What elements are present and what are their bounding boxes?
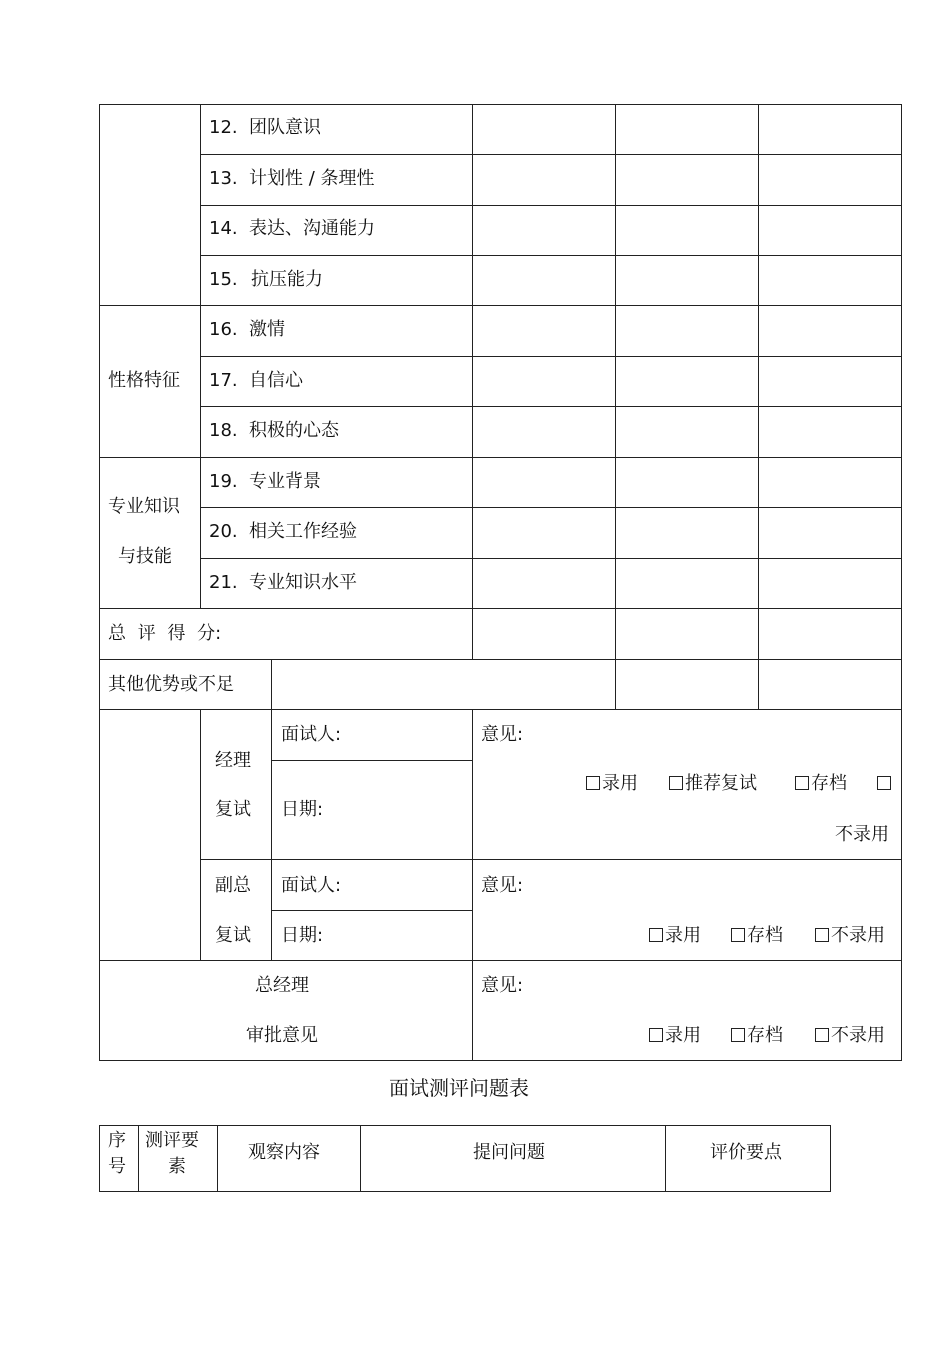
item-row — [209, 420, 339, 442]
header-serial: 序 — [108, 1130, 126, 1151]
manager-option-hire[interactable] — [586, 773, 638, 795]
question-table-title: 面试测评问题表 — [389, 1076, 529, 1100]
item-number: 14. — [209, 218, 238, 239]
checkbox-icon[interactable] — [649, 928, 663, 942]
item-row — [209, 319, 285, 341]
item-label: 相关工作经验 — [249, 521, 357, 542]
item-label: 抗压能力 — [251, 269, 323, 290]
vp-date-label: 日期: — [281, 925, 324, 946]
col-divider — [217, 1125, 218, 1192]
header-serial-2: 号 — [108, 1156, 126, 1177]
checkbox-icon[interactable] — [815, 1028, 829, 1042]
option-label: 录用 — [665, 1025, 701, 1046]
item-label: 自信心 — [249, 370, 303, 391]
option-label: 存档 — [747, 925, 783, 946]
row-divider — [200, 154, 902, 155]
manager-option-archive[interactable] — [795, 773, 847, 795]
item-label: 专业背景 — [249, 471, 321, 492]
gm-option-reject[interactable] — [815, 1025, 885, 1047]
manager-review-label: 经理 — [215, 750, 251, 771]
header-element-2: 素 — [168, 1156, 186, 1177]
row-divider — [200, 859, 902, 860]
table-border-top — [99, 1125, 831, 1126]
col-divider — [472, 104, 473, 660]
col-divider — [271, 659, 272, 710]
option-label: 录用 — [602, 773, 638, 794]
item-row — [209, 471, 321, 493]
group-label-professional: 专业知识 — [108, 496, 180, 517]
row-divider — [200, 558, 902, 559]
manager-option-reject-checkbox[interactable] — [877, 773, 893, 795]
vp-interviewer-label: 面试人: — [281, 875, 342, 896]
option-label: 录用 — [665, 925, 701, 946]
item-label: 积极的心态 — [249, 420, 339, 441]
item-label: 激情 — [249, 319, 285, 340]
checkbox-icon[interactable] — [795, 776, 809, 790]
group-divider — [99, 305, 902, 306]
item-number: 13. — [209, 168, 238, 189]
manager-interviewer-label: 面试人: — [281, 724, 342, 745]
group-divider — [99, 659, 902, 660]
item-row — [209, 218, 375, 240]
checkbox-icon[interactable] — [877, 776, 891, 790]
table-border-bottom — [99, 1191, 831, 1192]
group-divider — [99, 608, 902, 609]
item-label: 团队意识 — [249, 117, 321, 138]
col-divider — [665, 1125, 666, 1192]
vp-review-label-2: 复试 — [215, 925, 251, 946]
gm-approval-label-2: 审批意见 — [246, 1025, 318, 1046]
item-label: 表达、沟通能力 — [249, 218, 375, 239]
checkbox-icon[interactable] — [731, 1028, 745, 1042]
gm-option-archive[interactable] — [731, 1025, 783, 1047]
vp-review-label: 副总 — [215, 875, 251, 896]
option-label: 存档 — [811, 773, 847, 794]
item-row — [209, 117, 321, 139]
checkbox-icon[interactable] — [815, 928, 829, 942]
checkbox-icon[interactable] — [586, 776, 600, 790]
col-divider — [138, 1125, 139, 1192]
gm-opinion-label: 意见: — [481, 975, 524, 996]
table-border-right — [901, 104, 902, 1061]
item-number: 17. — [209, 370, 238, 391]
item-number: 21. — [209, 572, 238, 593]
table-border-left — [99, 104, 100, 1061]
item-number: 20. — [209, 521, 238, 542]
header-element: 测评要 — [145, 1130, 199, 1151]
manager-review-label-2: 复试 — [215, 799, 251, 820]
manager-date-label: 日期: — [281, 799, 324, 820]
item-number: 18. — [209, 420, 238, 441]
group-label-personality: 性格特征 — [108, 370, 180, 391]
col-divider — [472, 709, 473, 1061]
item-row — [209, 269, 323, 291]
header-observation: 观察内容 — [248, 1142, 320, 1163]
col-divider — [615, 104, 616, 710]
gm-approval-label: 总经理 — [255, 975, 309, 996]
item-label: 专业知识水平 — [249, 572, 357, 593]
item-number: 12. — [209, 117, 238, 138]
manager-option-recommend[interactable] — [669, 773, 757, 795]
item-number: 19. — [209, 471, 238, 492]
vp-option-reject[interactable] — [815, 925, 885, 947]
row-divider — [200, 507, 902, 508]
gm-option-hire[interactable] — [649, 1025, 701, 1047]
option-label: 存档 — [747, 1025, 783, 1046]
vp-option-archive[interactable] — [731, 925, 783, 947]
total-score-label: 总 评 得 分: — [108, 623, 222, 644]
col-divider — [830, 1125, 831, 1192]
item-row — [209, 572, 357, 594]
group-divider — [99, 457, 902, 458]
item-number: 15. — [209, 269, 238, 290]
header-questions: 提问问题 — [473, 1142, 545, 1163]
col-divider — [758, 104, 759, 710]
table-border-bottom — [99, 1060, 902, 1061]
other-strengths-label: 其他优势或不足 — [108, 674, 234, 695]
checkbox-icon[interactable] — [669, 776, 683, 790]
group-divider — [99, 960, 902, 961]
option-label: 不录用 — [831, 925, 885, 946]
table-border-top — [99, 104, 902, 105]
col-divider — [271, 709, 272, 960]
row-divider — [271, 760, 472, 761]
group-divider — [99, 709, 902, 710]
col-divider — [200, 709, 201, 960]
item-label: 计划性 / 条理性 — [249, 168, 375, 189]
option-label: 不录用 — [831, 1025, 885, 1046]
row-divider — [200, 205, 902, 206]
row-divider — [271, 910, 472, 911]
manager-opinion-label: 意见: — [481, 724, 524, 745]
col-divider — [99, 1125, 100, 1192]
option-label: 推荐复试 — [685, 773, 757, 794]
row-divider — [200, 406, 902, 407]
checkbox-icon[interactable] — [731, 928, 745, 942]
header-evaluation-points: 评价要点 — [710, 1142, 782, 1163]
row-divider — [200, 356, 902, 357]
vp-opinion-label: 意见: — [481, 875, 524, 896]
checkbox-icon[interactable] — [649, 1028, 663, 1042]
item-number: 16. — [209, 319, 238, 340]
manager-option-reject-label: 不录用 — [835, 824, 889, 845]
col-divider — [200, 104, 201, 609]
item-row — [209, 521, 357, 543]
item-row — [209, 370, 303, 392]
item-row — [209, 168, 375, 190]
col-divider — [360, 1125, 361, 1192]
row-divider — [200, 255, 902, 256]
vp-option-hire[interactable] — [649, 925, 701, 947]
group-label-professional-2: 与技能 — [118, 546, 172, 567]
